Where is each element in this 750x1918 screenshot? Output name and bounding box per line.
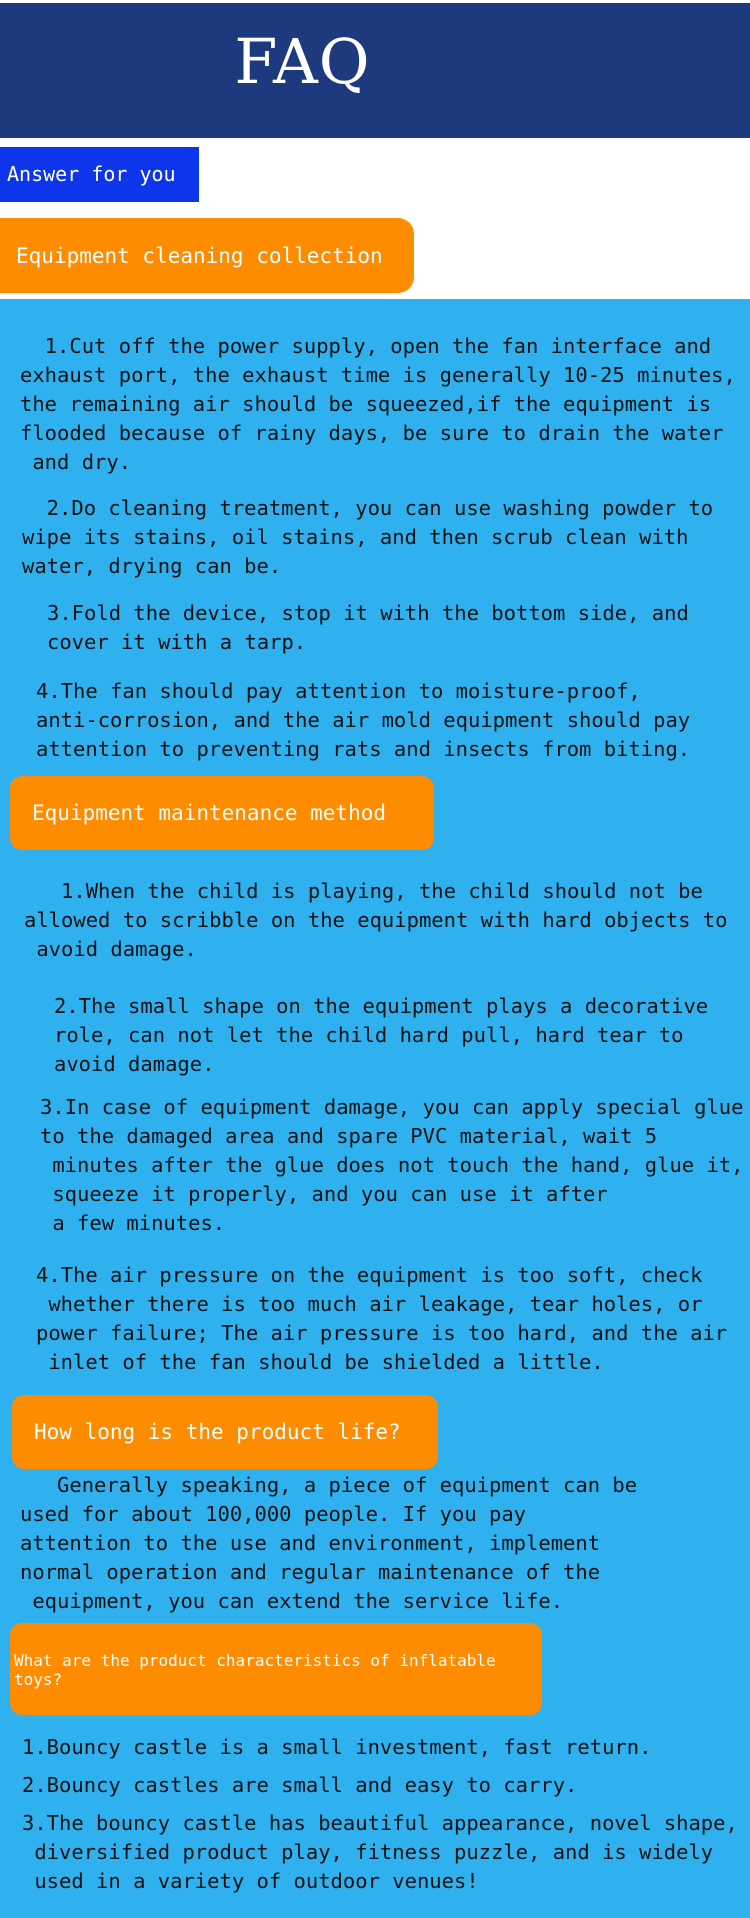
answer-tag: Answer for you — [0, 147, 199, 202]
section-heading-characteristics: What are the product characteristics of inflatable toys? — [10, 1623, 542, 1715]
characteristics-item-3: 3.The bouncy castle has beautiful appearance, novel shape, diversified product play, fitness puzzle, and is widely used in a variety of outdoor venues! — [22, 1811, 738, 1893]
page-title: FAQ — [234, 25, 371, 98]
header-banner — [0, 0, 750, 138]
cleaning-item-3: 3.Fold the device, stop it with the bottom side, and cover it with a tarp. — [47, 601, 689, 654]
maintenance-item-1: 1.When the child is playing, the child should not be allowed to scribble on the equipment with hard objects to avoid damage. — [24, 879, 728, 961]
section-heading-product-life: How long is the product life? — [12, 1395, 438, 1469]
product-life-text: Generally speaking, a piece of equipment can be used for about 100,000 people. If you pay attention to the use and environment, implement normal operation and regular maintenance of the equipment, you can extend the service life. — [20, 1473, 638, 1613]
characteristics-item-2: 2.Bouncy castles are small and easy to carry. — [22, 1773, 578, 1797]
characteristics-item-1: 1.Bouncy castle is a small investment, fast return. — [22, 1735, 652, 1759]
cleaning-item-2: 2.Do cleaning treatment, you can use washing powder to wipe its stains, oil stains, and then scrub clean with water, drying can be. — [22, 496, 714, 578]
section-heading-cleaning: Equipment cleaning collection — [0, 218, 414, 293]
maintenance-item-2: 2.The small shape on the equipment plays a decorative role, can not let the child hard pull, hard tear to avoid damage. — [54, 994, 709, 1076]
maintenance-item-4: 4.The air pressure on the equipment is too soft, check whether there is too much air leakage, tear holes, or power failure; The air pressure is too hard, and the air inlet of the fan should be shielded a little. — [36, 1263, 728, 1374]
cleaning-item-1: 1.Cut off the power supply, open the fan interface and exhaust port, the exhaust time is generally 10-25 minutes, the remaining air should be squeezed,if the equipment is flooded because of rainy days, be sure to drain the water and dry. — [20, 334, 736, 474]
section-heading-maintenance: Equipment maintenance method — [10, 776, 434, 850]
cleaning-item-4: 4.The fan should pay attention to moisture-proof, anti-corrosion, and the air mold equipment should pay attention to preventing rats and insects from biting. — [36, 679, 691, 761]
maintenance-item-3: 3.In case of equipment damage, you can apply special glue to the damaged area and spare PVC material, wait 5 minutes after the glue does not touch the hand, glue it, squeeze it properly, and you can use it after a few minutes. — [40, 1095, 744, 1235]
